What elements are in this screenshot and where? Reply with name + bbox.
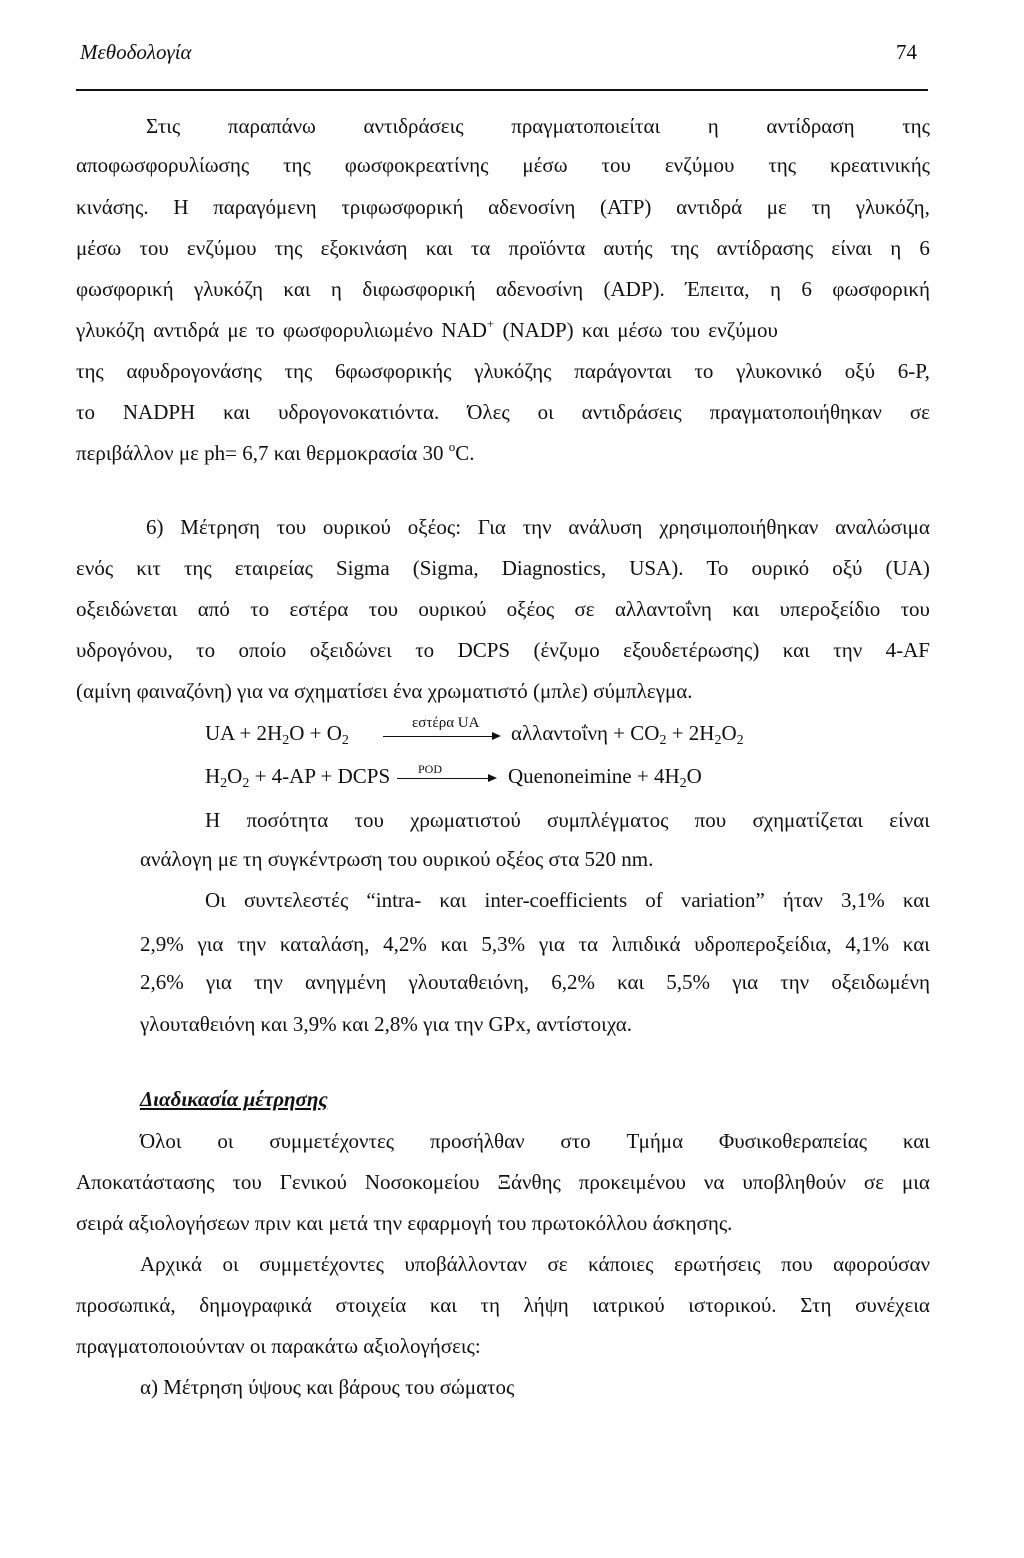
word: υδροπεροξείδια,	[694, 932, 832, 956]
word: Στη	[800, 1293, 832, 1317]
word: 6-Ρ,	[897, 359, 930, 383]
word: της	[76, 359, 104, 383]
word: που	[694, 808, 727, 832]
list-item-a: α) Μέτρηση ύψους και βάρους του σώματος	[140, 1375, 515, 1399]
word: η	[769, 277, 781, 301]
word: υποβληθούν	[742, 1170, 846, 1194]
word: το	[196, 638, 216, 662]
word: και	[283, 277, 311, 301]
word: η	[707, 114, 719, 138]
word: 6,2%	[551, 970, 595, 994]
word: το	[250, 597, 270, 621]
word: Diagnostics,	[501, 556, 607, 580]
word: ήταν	[782, 888, 823, 912]
word: αντίδραση	[766, 114, 855, 138]
word: Γενικού	[279, 1170, 347, 1194]
word: USA).	[629, 556, 684, 580]
reaction1-reactants: UA + $2H_2O + O_2$	[205, 721, 349, 748]
header-rule	[76, 89, 928, 91]
word: υποβάλλονταν	[404, 1252, 527, 1276]
word: για	[538, 932, 565, 956]
word: τη	[811, 195, 831, 219]
word: την	[780, 970, 810, 994]
word: την	[253, 970, 283, 994]
word: Η	[205, 808, 221, 832]
word: και	[617, 970, 645, 994]
word: υδρογόνου,	[76, 638, 173, 662]
para6-line-3: πραγματοποιούνταν οι παρακάτω αξιολογήσεις:	[76, 1334, 481, 1358]
word: οι	[537, 400, 554, 424]
word: η	[330, 277, 342, 301]
para2-line-2	[76, 558, 930, 579]
para1-line-6: γλυκόζη αντιδρά με το φωσφορυλιωμένο NAD+ (NADP) και μέσω του ενζύμου	[76, 316, 778, 342]
word: ανηγμένη	[305, 970, 387, 994]
word: (UA)	[885, 556, 930, 580]
word: χρησιμοποιήθηκαν	[659, 515, 819, 539]
para6-line-1	[140, 1254, 930, 1275]
word: κάποιες	[588, 1252, 654, 1276]
word: παράγονται	[574, 359, 672, 383]
word: Τμήμα	[626, 1129, 684, 1153]
word: Αρχικά	[140, 1252, 203, 1276]
word: (Sigma,	[412, 556, 479, 580]
word: Νοσοκομείου	[364, 1170, 480, 1194]
para1-line-9: περιβάλλον με ph= 6,7 και θερμοκρασία 30 $^o$C.	[76, 439, 475, 465]
running-header-title: Μεθοδολογία	[80, 40, 192, 64]
word: φωσφορική	[76, 277, 174, 301]
word: και	[782, 638, 810, 662]
word: κινάσης.	[76, 195, 149, 219]
word: αποφωσφορυλίωσης	[76, 153, 250, 177]
word: Για	[477, 515, 506, 539]
word: συνέχεια	[855, 1293, 930, 1317]
reaction1-enzyme-label: εστέρα UA	[412, 715, 480, 731]
word: (ένζυμο	[533, 638, 600, 662]
word: υπεροξείδιο	[779, 597, 881, 621]
word: και	[732, 597, 760, 621]
word: ιατρικού	[592, 1293, 665, 1317]
word: οξειδώνει	[309, 638, 392, 662]
word: της	[670, 236, 699, 260]
word: της	[284, 359, 313, 383]
word: και	[223, 400, 251, 424]
word: 6	[801, 277, 812, 301]
word: και	[902, 888, 930, 912]
word: συμμετέχοντες	[259, 1252, 384, 1276]
reaction1-products: $\alpha\lambda\lambda\alpha\nu\tau oΐ\nu\eta + CO_2 + 2H_2O_2$	[511, 721, 744, 748]
word: “intra-	[366, 888, 422, 912]
word: τριφωσφορική	[341, 195, 464, 219]
word: τα	[578, 932, 599, 956]
word: NADPH	[122, 400, 196, 424]
word: 6φωσφορικής	[335, 359, 452, 383]
word: ποσότητα	[246, 808, 329, 832]
para1-line-2	[76, 155, 930, 176]
word: τα	[470, 236, 491, 260]
word: προσωπικά,	[76, 1293, 176, 1317]
word: αντιδρά	[676, 195, 743, 219]
word: του	[232, 1170, 262, 1194]
word: προσήλθαν	[429, 1129, 525, 1153]
word: ουρικού	[322, 515, 391, 539]
word: inter-coefficients	[484, 888, 628, 912]
word: της	[283, 153, 311, 177]
word: για	[205, 970, 232, 994]
word: φωσφοκρεατίνης	[344, 153, 489, 177]
word: γλυκόζη,	[855, 195, 930, 219]
para1-line-1	[146, 116, 930, 137]
word: ουρικού	[418, 597, 487, 621]
para1-line-5	[76, 279, 930, 300]
reaction2-reactants: $H_2O_2 + 4-AP$ + DCPS	[205, 764, 391, 791]
word: της	[768, 153, 797, 177]
para3-line-1	[205, 810, 930, 831]
para5-line-1	[140, 1131, 930, 1152]
word: ιστορικού.	[688, 1293, 777, 1317]
word: Φυσικοθεραπείας	[718, 1129, 868, 1153]
word: Το	[706, 556, 729, 580]
word: οξύ	[844, 359, 876, 383]
word: εξουδετέρωσης)	[623, 638, 760, 662]
word: σε	[547, 1252, 568, 1276]
word: οι	[217, 1129, 234, 1153]
word: στο	[560, 1129, 591, 1153]
word: και	[425, 236, 453, 260]
word: Sigma	[336, 556, 390, 580]
word: προκειμένου	[578, 1170, 686, 1194]
word: φωσφορική	[832, 277, 930, 301]
word: στοιχεία	[335, 1293, 407, 1317]
para4-line-2	[140, 934, 930, 955]
word: του	[601, 153, 631, 177]
word: αφυδρογονάσης	[126, 359, 262, 383]
word: και	[429, 1293, 457, 1317]
word: κρεατινικής	[830, 153, 930, 177]
word: ουρικό	[751, 556, 810, 580]
word: 2,6%	[140, 970, 184, 994]
word: πραγματοποιείται	[511, 114, 661, 138]
word: αυτής	[603, 236, 653, 260]
word: να	[703, 1170, 725, 1194]
para1-line-7	[76, 361, 930, 382]
word: του	[900, 597, 930, 621]
word: γλουταθειόνη,	[408, 970, 530, 994]
word: αντίδρασης	[716, 236, 814, 260]
word: 6	[919, 236, 930, 260]
word: οξειδωμένη	[831, 970, 930, 994]
word: σε	[574, 597, 595, 621]
word: με	[766, 195, 787, 219]
word: γλυκόζη	[194, 277, 263, 301]
word: και	[439, 888, 467, 912]
word: γλυκόζης	[474, 359, 552, 383]
word: Στις	[146, 114, 181, 138]
reaction2-enzyme-label: POD	[418, 762, 443, 776]
word: (ΑΤΡ)	[600, 195, 652, 219]
word: την	[522, 515, 552, 539]
word: εστέρα	[289, 597, 349, 621]
word: σε	[909, 400, 930, 424]
word: 5,3%	[481, 932, 526, 956]
word: οξέος:	[407, 515, 462, 539]
word: είναι	[889, 808, 930, 832]
para1-line-4	[76, 238, 930, 259]
word: DCPS	[457, 638, 511, 662]
para1-line-8	[76, 402, 930, 423]
word: πραγματοποιήθηκαν	[709, 400, 882, 424]
word: ερωτήσεις	[673, 1252, 761, 1276]
word: αλλαντοΐνη	[614, 597, 712, 621]
word: συμπλέγματος	[547, 808, 669, 832]
word: την	[833, 638, 863, 662]
word: 2,9%	[140, 932, 184, 956]
word: ενός	[76, 556, 114, 580]
word: αναλώσιμα	[835, 515, 930, 539]
word: σε	[863, 1170, 885, 1194]
word: οποίο	[238, 638, 287, 662]
word: διφωσφορική	[362, 277, 476, 301]
word: το	[694, 359, 714, 383]
word: της	[274, 236, 303, 260]
word: αδενοσίνη	[495, 277, 584, 301]
word: συντελεστές	[243, 888, 349, 912]
word: υδρογονοκατιόντα.	[278, 400, 440, 424]
word: οξύ	[832, 556, 863, 580]
word: ανάλυση	[568, 515, 643, 539]
word: ενζύμου	[186, 236, 257, 260]
word: μέσω	[522, 153, 568, 177]
para2-line-1	[146, 517, 930, 538]
word: από	[197, 597, 230, 621]
para6-line-2	[76, 1295, 930, 1316]
word: 3,1%	[840, 888, 885, 912]
word: αφορούσαν	[833, 1252, 930, 1276]
word: Η	[173, 195, 189, 219]
word: λήψη	[523, 1293, 569, 1317]
reaction2-products: Quenoneimine + $4H_2O$	[508, 764, 702, 791]
word: εξοκινάση	[320, 236, 408, 260]
word: κιτ	[136, 556, 161, 580]
word: του	[368, 597, 398, 621]
word: Όλοι	[140, 1129, 182, 1153]
word: που	[781, 1252, 813, 1276]
word: μέσω	[76, 236, 122, 260]
para4-line-3	[140, 972, 930, 993]
word: για	[732, 970, 759, 994]
word: για	[197, 932, 224, 956]
reaction1-arrow	[383, 736, 499, 737]
para4-line-4: γλουταθειόνη και 3,9% και 2,8% για την GPx, αντίστοιχα.	[140, 1012, 632, 1036]
word: μια	[902, 1170, 930, 1194]
word: σχηματίζεται	[752, 808, 864, 832]
word: είναι	[831, 236, 873, 260]
word: του	[139, 236, 169, 260]
word: Οι	[205, 888, 226, 912]
word: παραπάνω	[227, 114, 316, 138]
word: του	[276, 515, 307, 539]
word: Όλες	[467, 400, 510, 424]
word: αντιδράσεις	[581, 400, 682, 424]
word: Έπειτα,	[685, 277, 750, 301]
word: δημογραφικά	[199, 1293, 312, 1317]
word: το	[415, 638, 435, 662]
word: 4,1%	[845, 932, 890, 956]
section-heading: Διαδικασία μέτρησης	[140, 1087, 328, 1111]
para5-line-3: σειρά αξιολογήσεων πριν και μετά την εφαρμογή του πρωτοκόλλου άσκησης.	[76, 1211, 733, 1235]
word: 6)	[146, 515, 164, 539]
word: ενζύμου	[664, 153, 735, 177]
para2-line-5: (αμίνη φαιναζόνη) για να σχηματίσει ένα χρωματιστό (μπλε) σύμπλεγμα.	[76, 679, 693, 703]
word: οι	[222, 1252, 239, 1276]
word: αδενοσίνη	[488, 195, 576, 219]
word: οξειδώνεται	[76, 597, 178, 621]
para5-line-2	[76, 1172, 930, 1193]
word: την	[237, 932, 267, 956]
para2-line-3	[76, 599, 930, 620]
word: Μέτρηση	[180, 515, 260, 539]
word: 4-AF	[885, 638, 930, 662]
word: της	[902, 114, 930, 138]
word: γλυκονικό	[736, 359, 823, 383]
word: αντιδράσεις	[363, 114, 464, 138]
para2-line-4	[76, 640, 930, 661]
page-number: 74	[896, 40, 917, 64]
para1-line-3	[76, 197, 930, 218]
word: και	[440, 932, 468, 956]
word: χρωματιστού	[410, 808, 521, 832]
word: καταλάση,	[279, 932, 370, 956]
para3-line-2: ανάλογη με τη συγκέντρωση του ουρικού οξέος στα 520 nm.	[140, 847, 654, 871]
word: Ξάνθης	[497, 1170, 561, 1194]
word: Αποκατάστασης	[76, 1170, 215, 1194]
reaction2-arrow	[397, 778, 495, 779]
word: συμμετέχοντες	[269, 1129, 395, 1153]
word: 4,2%	[383, 932, 427, 956]
word: 5,5%	[666, 970, 711, 994]
word: το	[76, 400, 95, 424]
word: λιπιδικά	[611, 932, 681, 956]
word: εταιρείας	[234, 556, 313, 580]
word: της	[183, 556, 212, 580]
word: variation”	[680, 888, 765, 912]
word: η	[890, 236, 902, 260]
word: του	[354, 808, 384, 832]
word: οξέος	[506, 597, 555, 621]
word: τη	[480, 1293, 500, 1317]
word: και	[902, 932, 930, 956]
word: προϊόντα	[508, 236, 586, 260]
para4-line-1	[205, 890, 930, 911]
word: (ADP).	[603, 277, 665, 301]
word: of	[645, 888, 663, 912]
word: παραγόμενη	[213, 195, 317, 219]
word: και	[902, 1129, 930, 1153]
